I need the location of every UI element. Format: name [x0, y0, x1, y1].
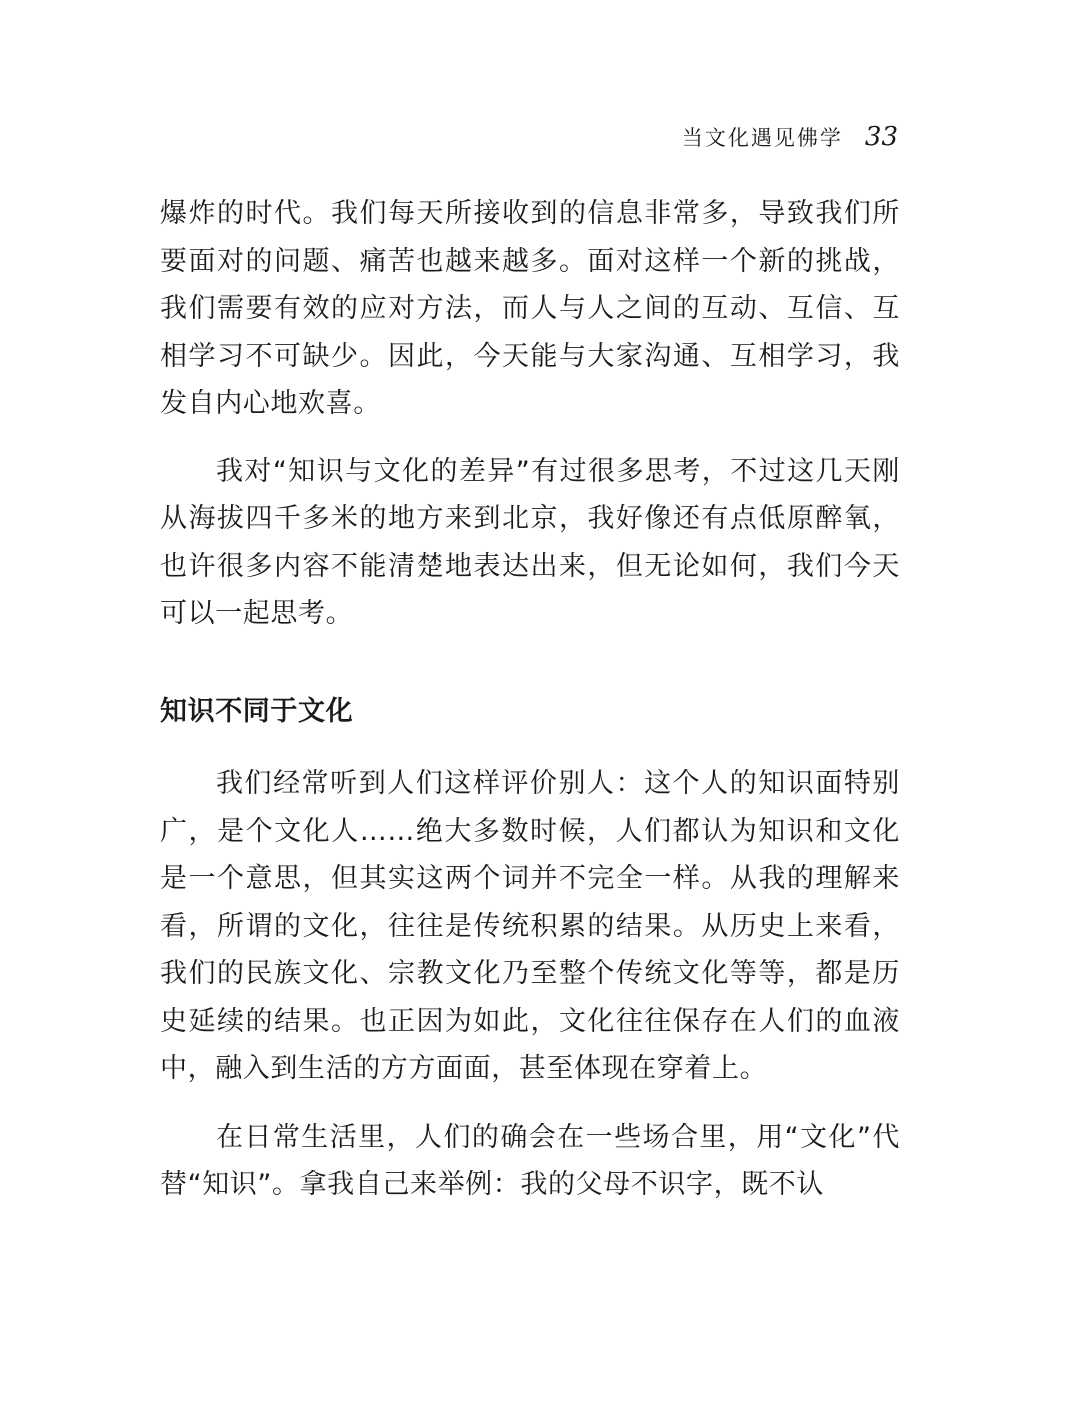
- body-paragraph: 爆炸的时代。我们每天所接收到的信息非常多，导致我们所要面对的问题、痛苦也越来越多。面对这样一个新的挑战，我们需要有效的应对方法，而人与人之间的互动、互信、互相学习不可缺少。因此，今天能与大家沟通、互相学习，我发自内心地欢喜。: [160, 198, 900, 419]
- page-body: [160, 190, 900, 1209]
- running-header: [682, 122, 898, 152]
- body-paragraph: 我对“知识与文化的差异”有过很多思考，不过这几天刚从海拔四千多米的地方来到北京，我好像还有点低原醉氧，也许很多内容不能清楚地表达出来，但无论如何，我们今天可以一起思考。: [160, 455, 900, 629]
- section-heading: 知识不同于文化: [160, 695, 354, 727]
- body-paragraph: 在日常生活里，人们的确会在一些场合里，用“文化”代替“知识”。拿我自己来举例：我的父母不识字，既不认: [160, 1121, 900, 1200]
- running-header-title: 当文化遇见佛学: [681, 126, 843, 150]
- body-paragraph: 我们经常听到人们这样评价别人：这个人的知识面特别广，是个文化人……绝大多数时候，人们都认为知识和文化是一个意思，但其实这两个词并不完全一样。从我的理解来看，所谓的文化，往往是传统积累的结果。从历史上来看，我们的民族文化、宗教文化乃至整个传统文化等等，都是历史延续的结果。也正因为如此，文化往往保存在人们的血液中，融入到生活的方方面面，甚至体现在穿着上。: [160, 768, 900, 1084]
- page-number: 33: [864, 122, 898, 152]
